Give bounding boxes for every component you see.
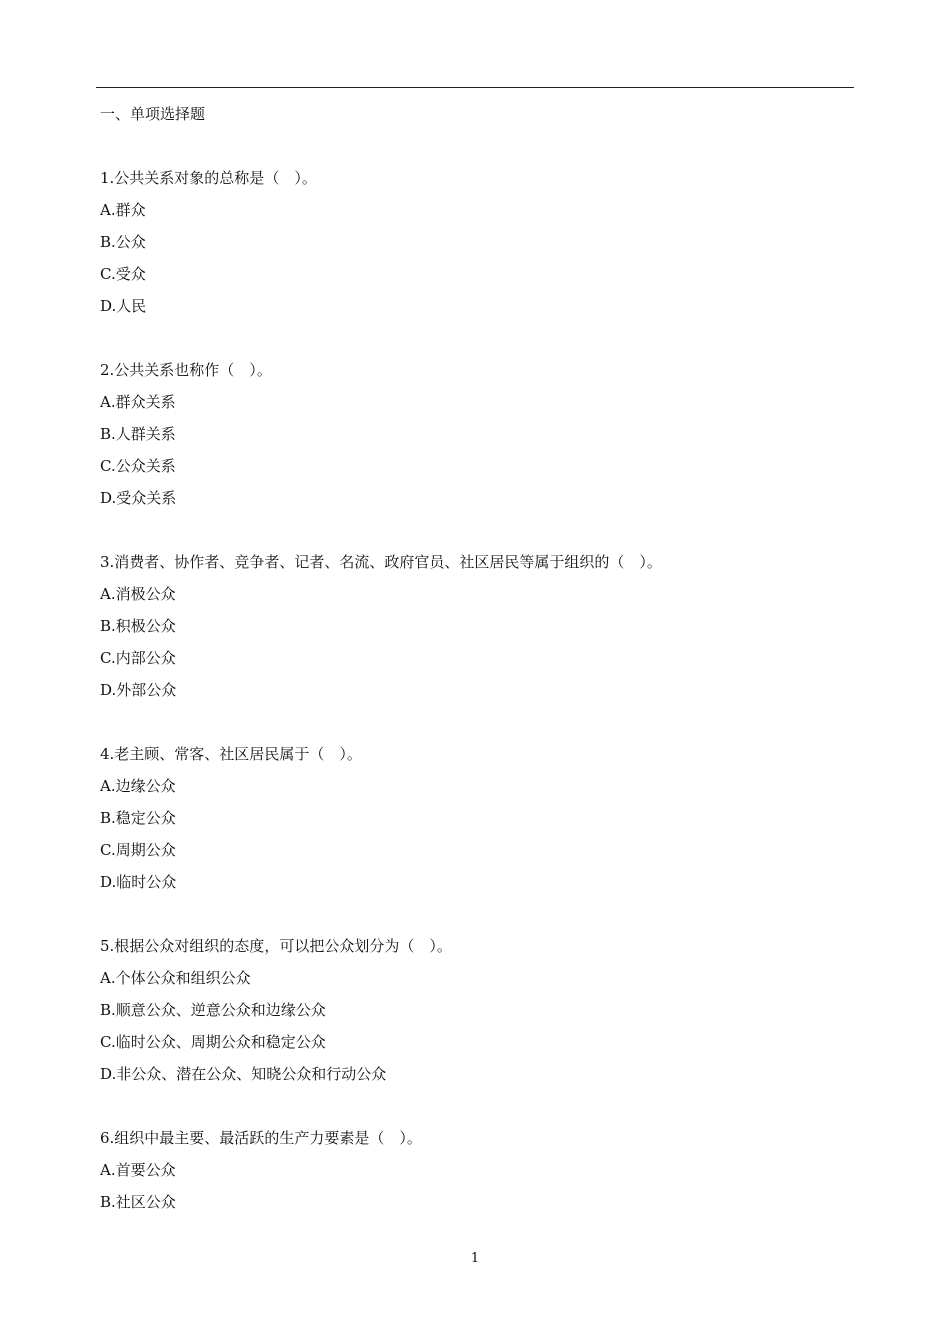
option-a: A.首要公众 (100, 1161, 176, 1179)
option-d: D.受众关系 (100, 489, 177, 507)
section-title: 一、单项选择题 (100, 105, 206, 123)
option-c: C.临时公众、周期公众和稳定公众 (100, 1033, 326, 1051)
option-a: A.群众关系 (100, 393, 176, 411)
option-b: B.积极公众 (100, 617, 176, 635)
option-a: A.个体公众和组织公众 (100, 969, 251, 987)
spacer (100, 322, 850, 354)
option-a: A.群众 (100, 201, 146, 219)
option-d: D.人民 (100, 297, 147, 315)
question-block (100, 354, 850, 514)
option-c: C.周期公众 (100, 841, 176, 859)
question-stem: 2.公共关系也称作（ ）。 (100, 361, 272, 379)
question-stem: 4.老主顾、常客、社区居民属于（ ）。 (100, 745, 362, 763)
spacer (100, 1090, 850, 1122)
question-block (100, 1122, 850, 1218)
spacer (100, 130, 850, 162)
question-stem: 1.公共关系对象的总称是（ ）。 (100, 169, 317, 187)
question-block (100, 930, 850, 1090)
question-stem: 3.消费者、协作者、竞争者、记者、名流、政府官员、社区居民等属于组织的（ ）。 (100, 553, 662, 571)
option-d: D.临时公众 (100, 873, 177, 891)
spacer (100, 514, 850, 546)
question-stem: 6.组织中最主要、最活跃的生产力要素是（ ）。 (100, 1129, 422, 1147)
header-rule (96, 87, 854, 88)
spacer (100, 898, 850, 930)
question-block (100, 162, 850, 322)
option-d: D.非公众、潜在公众、知晓公众和行动公众 (100, 1065, 387, 1083)
page-number: 1 (470, 1251, 480, 1266)
question-block (100, 546, 850, 706)
page-content (100, 98, 850, 1218)
option-b: B.人群关系 (100, 425, 176, 443)
option-a: A.边缘公众 (100, 777, 176, 795)
option-b: B.公众 (100, 233, 146, 251)
option-d: D.外部公众 (100, 681, 177, 699)
option-b: B.稳定公众 (100, 809, 176, 827)
spacer (100, 706, 850, 738)
option-c: C.内部公众 (100, 649, 176, 667)
option-c: C.受众 (100, 265, 146, 283)
option-a: A.消极公众 (100, 585, 176, 603)
option-c: C.公众关系 (100, 457, 176, 475)
option-b: B.顺意公众、逆意公众和边缘公众 (100, 1001, 326, 1019)
question-stem: 5.根据公众对组织的态度，可以把公众划分为（ ）。 (100, 937, 452, 955)
option-b: B.社区公众 (100, 1193, 176, 1211)
question-block (100, 738, 850, 898)
